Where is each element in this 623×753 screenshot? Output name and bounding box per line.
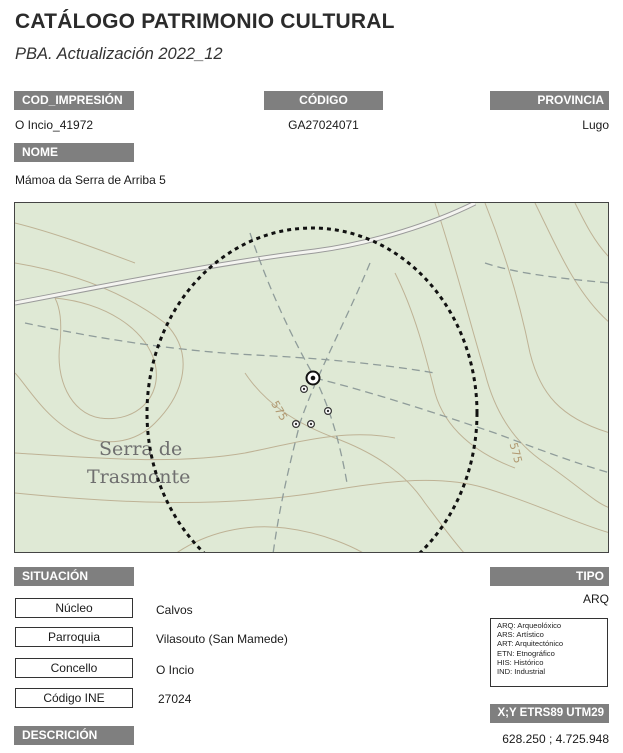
legend-item: ARS: Artístico [497,630,544,640]
contour-label-a: 575 [268,398,291,424]
place-label-line2: Trasmonte [87,466,191,488]
codigo-ine-value: 27024 [158,692,192,706]
codigo-header: CÓDIGO [264,91,383,110]
cod-impresion-header: COD_IMPRESIÓN [14,91,134,110]
map-canvas [15,203,609,553]
codigo-ine-label: Código INE [15,688,133,708]
parroquia-value: Vilasouto (San Mamede) [156,632,288,646]
legend-item: HIS: Histórico [497,657,544,667]
contour-label-b: 575 [506,441,525,465]
nome-value: Mámoa da Serra de Arriba 5 [15,173,166,187]
tipo-legend [490,618,608,687]
page-subtitle: PBA. Actualización 2022_12 [15,45,223,63]
descripcion-header: DESCRICIÓN [14,726,134,745]
coords-value: 628.250 ; 4.725.948 [502,732,609,746]
legend-item: ART: Arquitectónico [497,639,564,649]
legend-item: ARQ: Arqueolóxico [497,621,562,630]
tipo-value: ARQ [582,592,609,606]
provincia-value: Lugo [582,118,609,132]
legend-item: ETN: Etnográfico [497,648,555,658]
concello-label: Concello [15,658,133,678]
place-label-line1: Serra de [99,438,183,460]
legend-item: IND: Industrial [497,667,546,677]
parroquia-label: Parroquia [15,627,133,647]
nome-header: NOME [14,143,134,162]
situacion-header: SITUACIÓN [14,567,134,586]
nucleo-label: Núcleo [15,598,133,618]
cod-impresion-value: O Incio_41972 [15,118,94,132]
coords-header: X;Y ETRS89 UTM29 [490,704,609,723]
location-map[interactable] [14,202,609,553]
tipo-header: TIPO [490,567,609,586]
page-title: CATÁLOGO PATRIMONIO CULTURAL [15,10,395,33]
codigo-value: GA27024071 [288,118,359,132]
provincia-header: PROVINCIA [490,91,609,110]
concello-value: O Incio [156,663,195,677]
nucleo-value: Calvos [156,603,193,617]
